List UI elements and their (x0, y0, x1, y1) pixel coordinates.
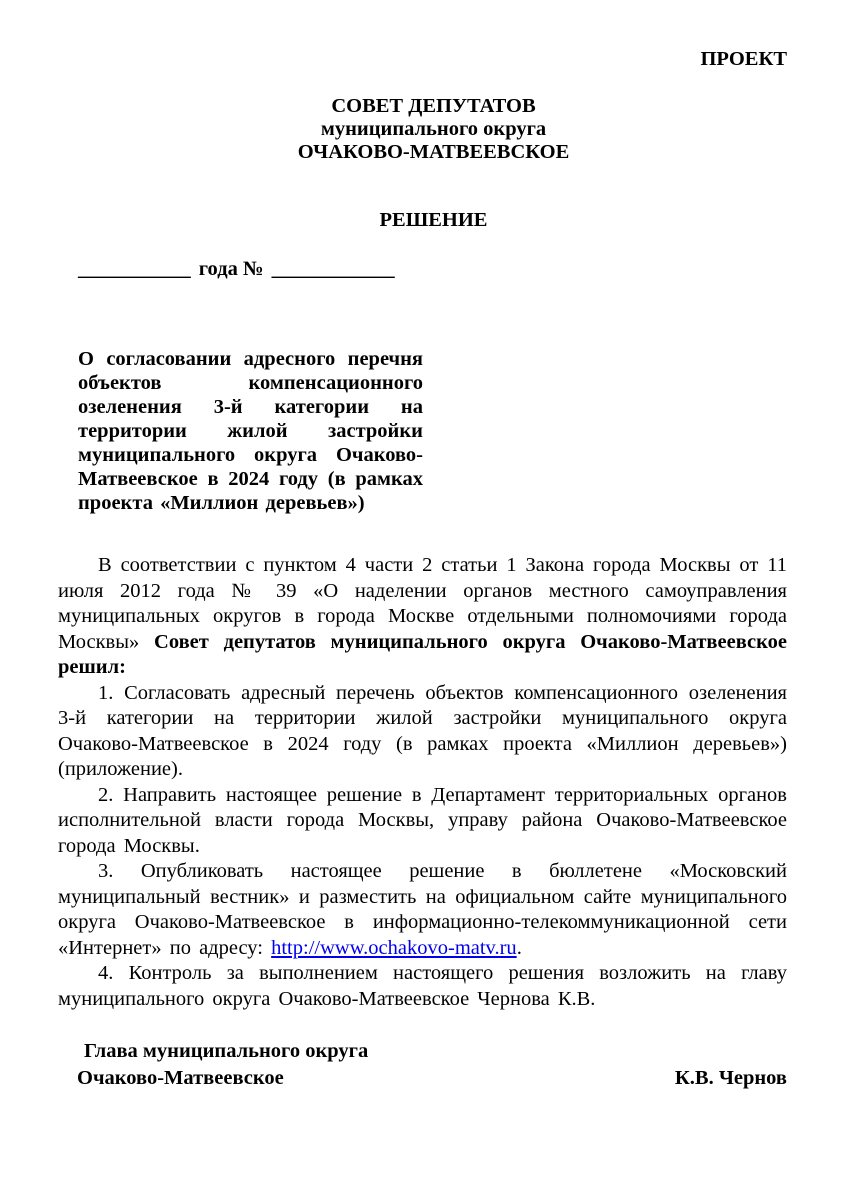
document-body (58, 553, 787, 1012)
decision-item-3 (58, 859, 787, 961)
org-header (58, 95, 787, 164)
signatory-name: К.В. Чернов (674, 1067, 787, 1089)
preamble-text: В соответствии с пунктом 4 части 2 статьи 1 Закона города Москвы от 11 июля 2012 года № 39 «О наделении органов местного самоуправления муниципальных округов в города Москве отдельными полномочиями города Москвы» (58, 554, 787, 653)
date-number-line (78, 256, 787, 283)
decision-item-4: 4. Контроль за выполнением настоящего решения возложить на главу муниципального округа Очаково-Матвеевское Чернова К.В. (58, 962, 787, 1010)
signature-block (77, 1038, 787, 1092)
draft-stamp: ПРОЕКТ (700, 48, 787, 70)
document-type-heading: РЕШЕНИЕ (379, 209, 488, 231)
signature-row (77, 1065, 787, 1092)
number-blank-line: ____________ (271, 258, 395, 280)
decision-item-1: 1. Согласовать адресный перечень объектов компенсационного озеленения 3-й категории на территории жилой застройки муниципального округа Очаково-Матвеевское в 2024 году (в рамках проекта «Миллион деревьев») (приложение). (58, 681, 787, 780)
signatory-title-line1: Глава муниципального округа (84, 1040, 369, 1062)
decision-item-2: 2. Направить настоящее решение в Департамент территориальных органов исполнительной власти города Москвы, управу района Очаково-Матвеевское города Москвы. (58, 783, 787, 857)
preamble-resolution-bold: Совет депутатов муниципального округа Очаково-Матвеевское решил: (58, 630, 787, 678)
date-blank-line: ___________ (78, 258, 191, 280)
org-name-line2: муниципального округа (320, 118, 547, 140)
item3-text: 3. Опубликовать настоящее решение в бюллетене «Московский муниципальный вестник» и разместить на официальном сайте муниципального округа Очаково-Матвеевское в информационно-телекоммуникационной сети «Интернет» по адресу: (58, 860, 787, 959)
org-name-line1: СОВЕТ ДЕПУТАТОВ (331, 95, 536, 117)
preamble-paragraph (58, 553, 787, 681)
signatory-title-line2: Очаково-Матвеевское (77, 1067, 284, 1089)
date-number-label: года № (198, 258, 264, 280)
website-link[interactable]: http://www.ochakovo-matv.ru (271, 936, 517, 959)
org-name-line3: ОЧАКОВО-МАТВЕЕВСКОЕ (297, 141, 570, 163)
decision-subject: О согласовании адресного перечня объектов компенсационного озеленения 3-й категории на территории жилой застройки муниципального округа Очаково-Матвеевское в 2024 году (в рамках проекта «Миллион деревьев») (78, 348, 423, 514)
item3-period: . (516, 936, 522, 959)
